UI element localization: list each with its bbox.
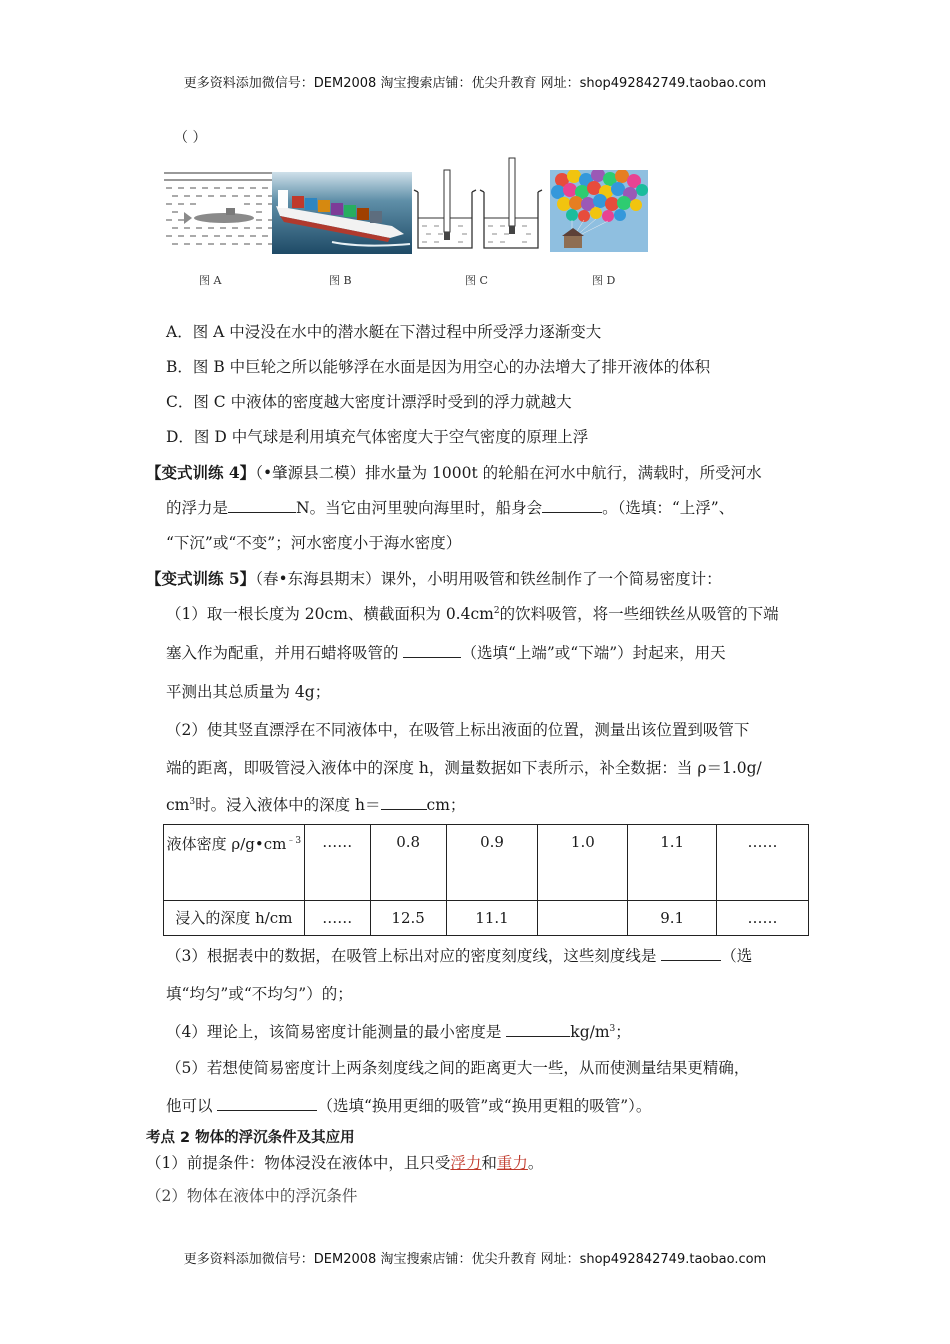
table-cell: 0.9: [446, 825, 538, 901]
option-a: A．图 A 中浸没在水中的潜水艇在下潜过程中所受浮力逐渐变大: [166, 323, 602, 341]
part5-line1: （5）若想使简易密度计上两条刻度线之间的距离更大一些，从而使测量结果更精确，: [166, 1059, 750, 1077]
exercise-4-line2: [166, 498, 734, 518]
keyword-gravity: 重力: [496, 1154, 528, 1172]
section-text-1a: （1）前提条件：物体浸没在液体中，且只受: [146, 1154, 451, 1172]
table-header-depth: 浸入的深度 h/cm: [164, 901, 305, 936]
density-header-sup: ﹣3: [286, 836, 302, 846]
part4-unit: kg/m: [570, 1023, 610, 1041]
part1-text-2b: （选填“上端”或“下端”）封起来，用天: [461, 644, 726, 662]
page-header: 更多资料添加微信号：DEM2008 淘宝搜索店铺：优尖升教育 网址：shop492842749.taobao.com: [183, 76, 767, 91]
table-cell: 12.5: [370, 901, 446, 936]
section-text-1b: 和: [481, 1154, 497, 1172]
table-cell: ……: [717, 901, 809, 936]
table-cell: ……: [304, 901, 370, 936]
answer-blank-min-density[interactable]: [506, 1022, 570, 1037]
part2-line3: [166, 795, 465, 815]
figure-c-beakers: [412, 156, 548, 254]
option-c: C．图 C 中液体的密度越大密度计漂浮时受到的浮力就越大: [166, 393, 572, 411]
part2-text-3a: cm: [166, 796, 190, 814]
answer-bracket: （ ）: [174, 130, 207, 146]
keyword-buoyancy: 浮力: [450, 1154, 482, 1172]
figure-d-caption: 图 D: [592, 274, 616, 287]
density-header-label: 液体密度 ρ/g•cm: [166, 835, 287, 853]
table-header-density: [164, 825, 305, 901]
table-cell: ……: [717, 825, 809, 901]
part1-text-1a: （1）取一根长度为 20cm、横截面积为 0.4cm: [166, 605, 494, 623]
part5-text-2a: 他可以: [166, 1097, 218, 1115]
exercise-4-text-2a: 的浮力是: [166, 499, 229, 517]
exercise-4-line1: [146, 463, 762, 483]
figure-d-balloons: [550, 170, 648, 252]
part1-sup: 2: [493, 605, 500, 616]
answer-blank-straw[interactable]: [217, 1096, 317, 1111]
option-b: B．图 B 中巨轮之所以能够浮在水面是因为用空心的办法增大了排开液体的体积: [166, 358, 711, 376]
part3-line2: 填“均匀”或“不均匀”）的；: [166, 985, 353, 1003]
section-line1: [146, 1153, 543, 1173]
answer-blank-uniform[interactable]: [661, 946, 721, 961]
part1-line1: [166, 604, 779, 624]
table-cell: 11.1: [446, 901, 538, 936]
part3-text-1a: （3）根据表中的数据，在吸管上标出对应的密度刻度线，这些刻度线是: [166, 947, 662, 965]
part1-line2: [166, 643, 726, 663]
exercise-4-line3: “下沉”或“不变”；河水密度小于海水密度）: [166, 534, 462, 552]
table-cell: 1.0: [538, 825, 628, 901]
exercise-4-text-2c: 。（选填：“上浮”、: [602, 499, 735, 517]
part1-line3: 平测出其总质量为 4g；: [166, 683, 331, 701]
figure-a-submarine: [164, 172, 274, 252]
data-table: [163, 824, 809, 936]
part4-end: ；: [615, 1023, 631, 1041]
figure-b-caption: 图 B: [329, 274, 352, 287]
part5-text-2b: （选填“换用更细的吸管”或“换用更粗的吸管”）。: [317, 1097, 652, 1115]
figure-b-ship: [272, 172, 412, 254]
part2-line2: 端的距离，即吸管浸入液体中的深度 h，测量数据如下表所示，补全数据：当 ρ＝1.0g/: [166, 759, 762, 777]
figure-a-caption: 图 A: [199, 274, 222, 287]
part2-text-3b: 时。浸入液体中的深度 h＝: [195, 796, 381, 814]
option-d: D．图 D 中气球是利用填充气体密度大于空气密度的原理上浮: [166, 428, 589, 446]
answer-blank-depth[interactable]: [381, 795, 427, 810]
part1-text-2a: 塞入作为配重，并用石蜡将吸管的: [166, 644, 404, 662]
answer-blank-buoyancy[interactable]: [228, 498, 296, 513]
exercise-4-text: （•肇源县二模）排水量为 1000t 的轮船在河水中航行，满载时，所受河水: [255, 464, 762, 482]
exercise-4-tag: 【变式训练 4】: [146, 463, 256, 482]
answer-blank-seal-end[interactable]: [403, 643, 461, 658]
part2-text-3c: cm；: [426, 796, 466, 814]
part5-line2: [166, 1096, 651, 1116]
table-cell: 0.8: [370, 825, 446, 901]
table-cell: ……: [304, 825, 370, 901]
part3-line1: [166, 946, 752, 966]
table-cell: 9.1: [628, 901, 717, 936]
exercise-5-text: （春•东海县期末）课外，小明用吸管和铁丝制作了一个简易密度计：: [255, 570, 722, 588]
section-title: 考点 2 物体的浮沉条件及其应用: [146, 1130, 355, 1146]
table-cell-empty[interactable]: [538, 901, 628, 936]
table-cell: 1.1: [628, 825, 717, 901]
part3-text-1b: （选: [721, 947, 753, 965]
table-row-depth: [164, 901, 809, 936]
part4-text-1a: （4）理论上，该简易密度计能测量的最小密度是: [166, 1023, 507, 1041]
exercise-5-tag: 【变式训练 5】: [146, 569, 256, 588]
figure-c-caption: 图 C: [465, 274, 488, 287]
part4-sup: 3: [609, 1023, 616, 1034]
section-text-1c: 。: [527, 1154, 544, 1172]
answer-blank-ship[interactable]: [542, 498, 602, 513]
table-row-density: [164, 825, 809, 901]
part1-text-1b: 的饮料吸管，将一些细铁丝从吸管的下端: [499, 605, 779, 623]
part2-sup: 3: [189, 796, 196, 807]
part4-line1: [166, 1022, 631, 1042]
page-footer: 更多资料添加微信号：DEM2008 淘宝搜索店铺：优尖升教育 网址：shop492842749.taobao.com: [183, 1252, 767, 1267]
exercise-5-line1: [146, 569, 722, 589]
part2-line1: （2）使其竖直漂浮在不同液体中，在吸管上标出液面的位置，测量出该位置到吸管下: [166, 721, 750, 739]
exercise-4-text-2b: N。当它由河里驶向海里时，船身会: [296, 499, 543, 517]
section-line2: （2）物体在液体中的浮沉条件: [146, 1187, 358, 1205]
